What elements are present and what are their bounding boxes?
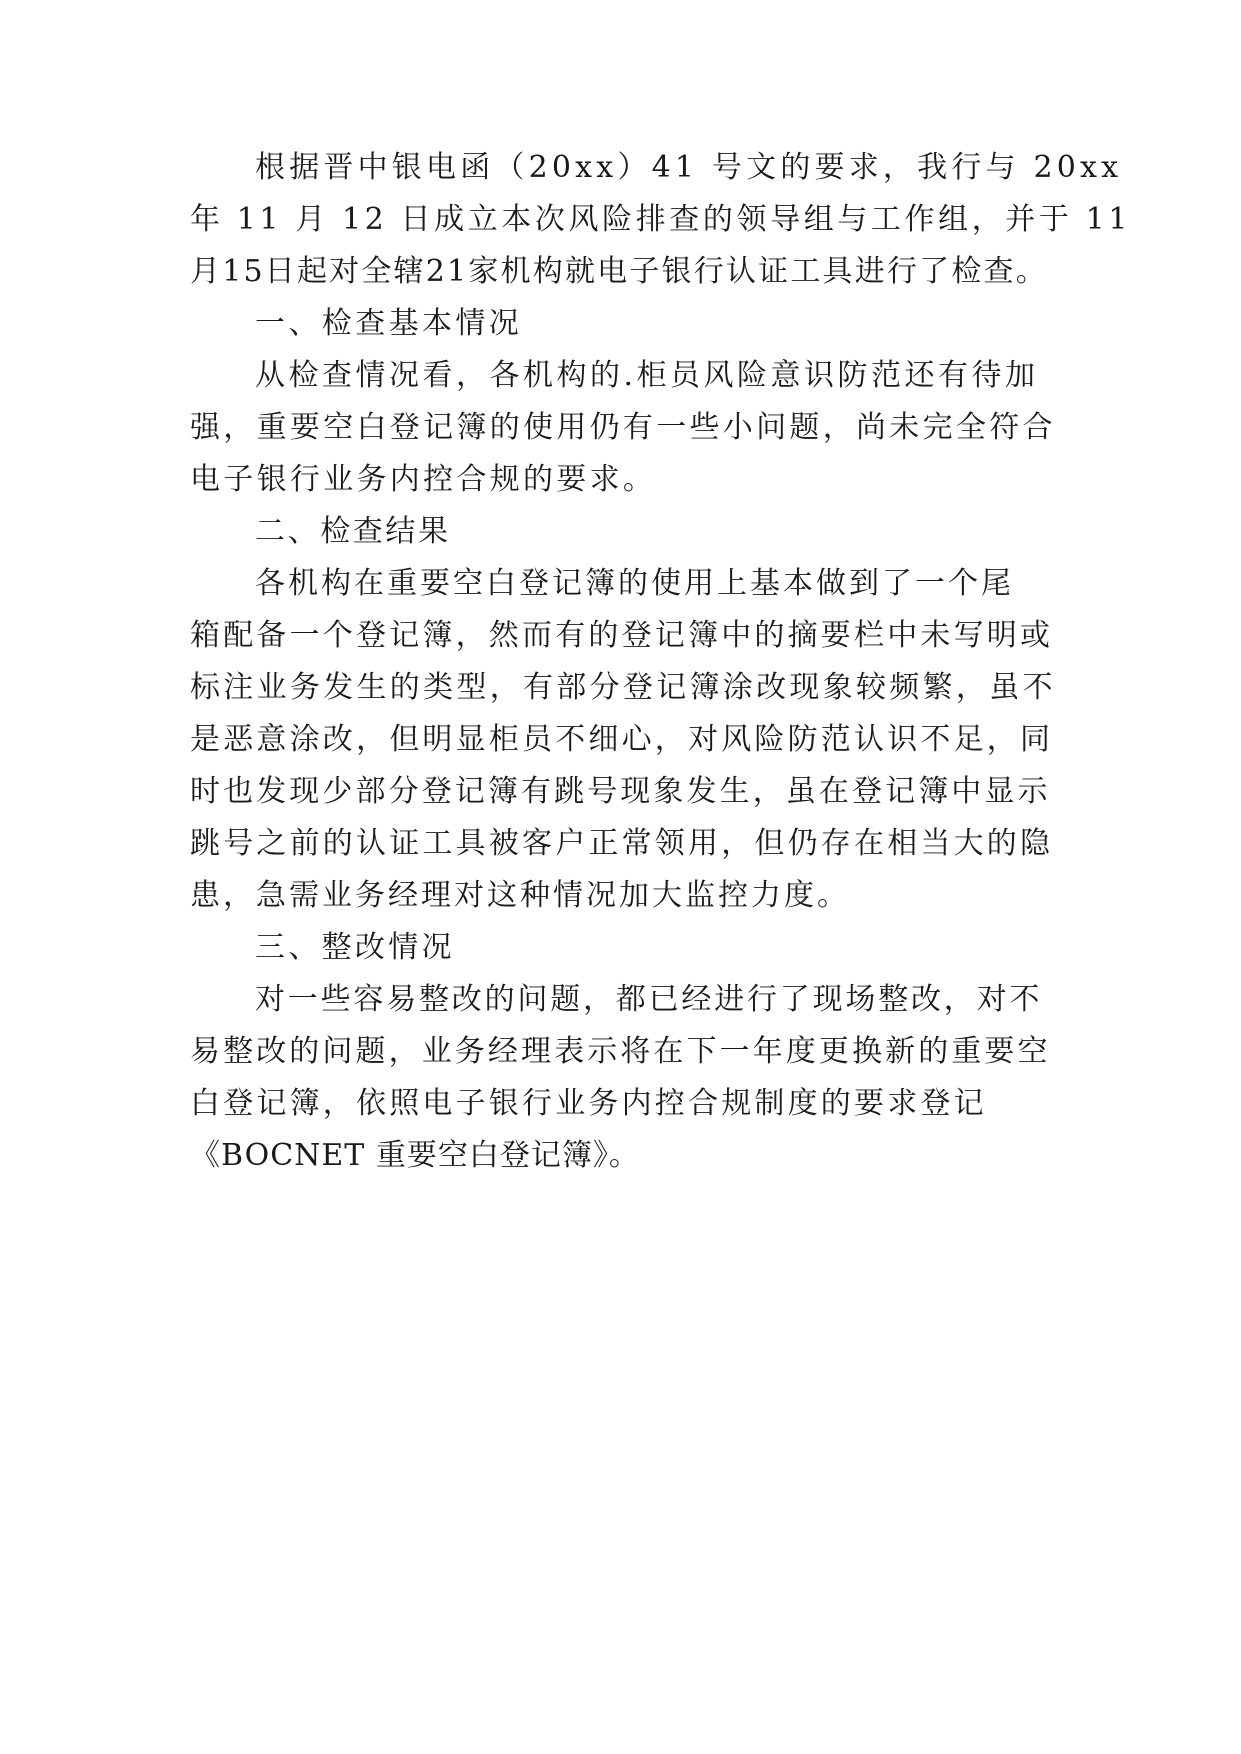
- section-3-line-4: 《BOCNET 重要空白登记簿》。: [190, 1138, 640, 1173]
- section-2-line-7: 患，急需业务经理对这种情况加大监控力度。: [190, 878, 850, 913]
- section-3-line-2: 易整改的问题，业务经理表示将在下一年度更换新的重要空: [190, 1034, 1051, 1069]
- intro-line-1: 根据晋中银电函（20xx）41 号文的要求，我行与 20xx: [255, 150, 1123, 185]
- section-1-heading: 一、检查基本情况: [255, 306, 523, 341]
- intro-line-2: 年 11 月 12 日成立本次风险排查的领导组与工作组，并于 11: [190, 202, 1132, 237]
- intro-line-3: 月15日起对全辖21家机构就电子银行认证工具进行了检查。: [190, 254, 1048, 289]
- section-3-line-3: 白登记簿，依照电子银行业务内控合规制度的要求登记: [190, 1086, 987, 1121]
- section-2-line-1: 各机构在重要空白登记簿的使用上基本做到了一个尾: [255, 566, 1014, 601]
- section-3-line-1: 对一些容易整改的问题，都已经进行了现场整改，对不: [255, 982, 1043, 1017]
- section-2-line-5: 时也发现少部分登记簿有跳号现象发生，虽在登记簿中显示: [190, 774, 1051, 809]
- section-1-line-2: 强，重要空白登记簿的使用仍有一些小问题，尚未完全符合: [190, 410, 1056, 445]
- section-2-line-4: 是恶意涂改，但明显柜员不细心，对风险防范认识不足，同: [190, 722, 1054, 757]
- section-2-line-3: 标注业务发生的类型，有部分登记簿涂改现象较频繁，虽不: [190, 670, 1056, 705]
- section-3-heading: 三、整改情况: [255, 930, 455, 965]
- section-2-line-6: 跳号之前的认证工具被客户正常领用，但仍存在相当大的隐: [190, 826, 1054, 861]
- section-2-line-2: 箱配备一个登记簿，然而有的登记簿中的摘要栏中未写明或: [190, 618, 1054, 653]
- section-1-line-1: 从检查情况看，各机构的.柜员风险意识防范还有待加: [255, 358, 1039, 393]
- section-1-line-3: 电子银行业务内控合规的要求。: [190, 462, 657, 497]
- section-2-heading: 二、检查结果: [255, 514, 451, 549]
